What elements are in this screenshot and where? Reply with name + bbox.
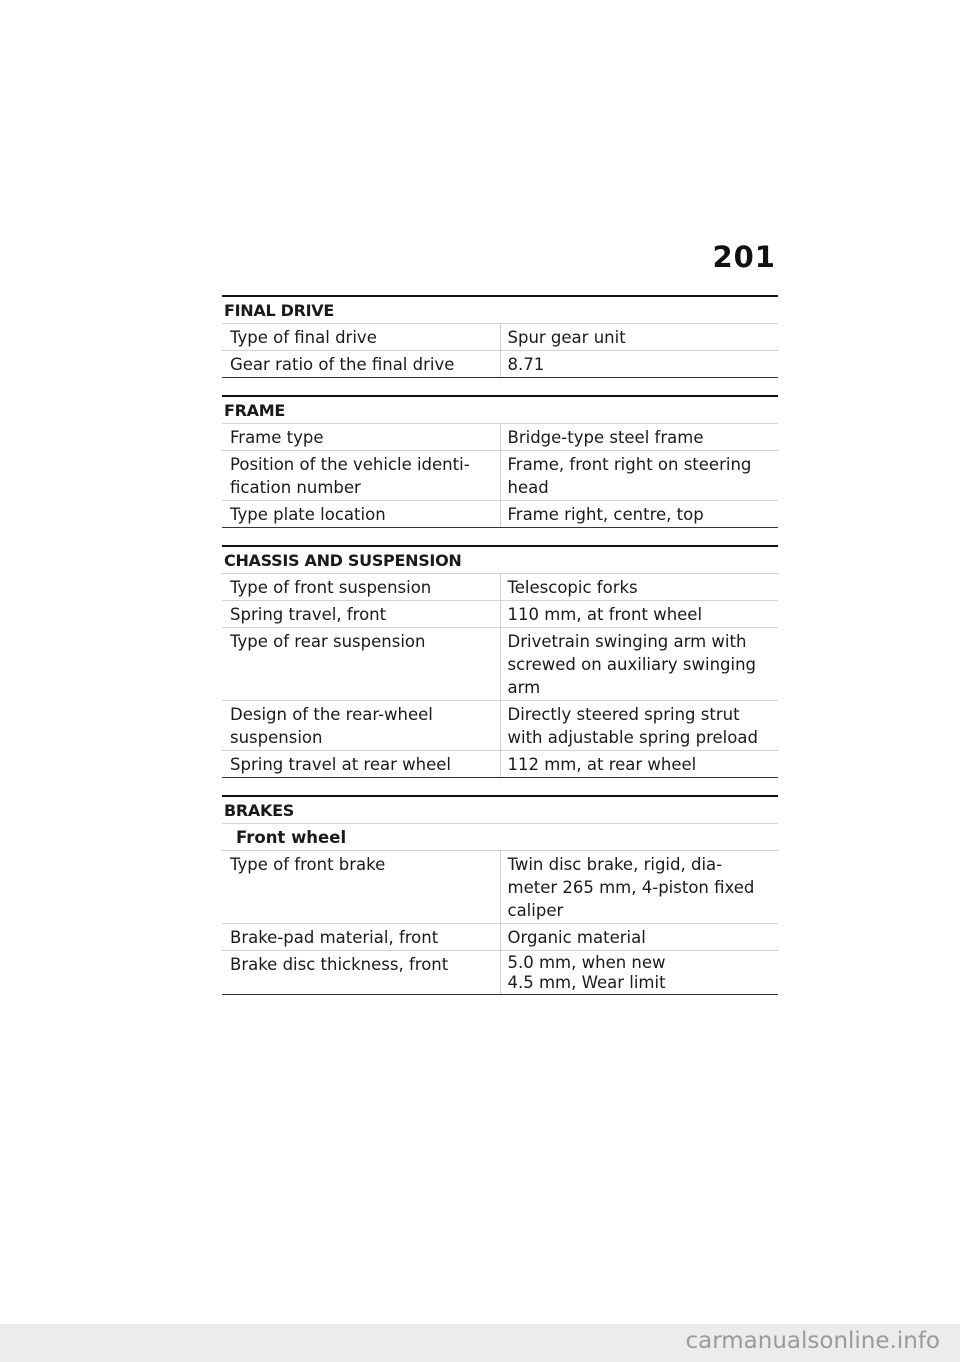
spec-value-line: with adjustable spring preload (507, 728, 758, 747)
spec-label: Type plate location (222, 501, 500, 528)
spec-value: Frame right, centre, top (500, 501, 778, 528)
spec-label: Type of rear suspension (222, 628, 500, 701)
spec-value: Telescopic forks (500, 574, 778, 601)
table-row (222, 924, 778, 951)
table-row (222, 574, 778, 601)
table-row (222, 701, 778, 751)
spec-label: Gear ratio of the final drive (222, 351, 500, 378)
section-title: FINAL DRIVE (222, 295, 778, 323)
spec-value-line: caliper (507, 901, 564, 920)
spec-label (222, 451, 500, 501)
table-row (222, 951, 778, 995)
spec-value (500, 951, 778, 995)
spec-table (222, 823, 778, 995)
section-frame (222, 395, 778, 528)
footer-bar (0, 1324, 960, 1362)
spec-value-line: arm (507, 678, 541, 697)
table-row (222, 751, 778, 778)
spec-value-line: Frame, front right on steering (507, 455, 752, 474)
spec-label-line: suspension (230, 728, 323, 747)
spec-value-line: Drivetrain swinging arm with (507, 632, 747, 651)
table-row (222, 601, 778, 628)
spec-value-line: screwed on auxiliary swinging (507, 655, 757, 674)
section-brakes (222, 795, 778, 995)
spec-value-line: 5.0 mm, when new (507, 953, 666, 972)
spec-table (222, 323, 778, 378)
watermark: carmanualsonline.info (685, 1328, 940, 1354)
spec-subheading: Front wheel (222, 824, 778, 851)
spec-label: Type of front suspension (222, 574, 500, 601)
table-row (222, 424, 778, 451)
table-subheading-row (222, 824, 778, 851)
spec-table (222, 573, 778, 778)
table-row (222, 501, 778, 528)
section-title: FRAME (222, 395, 778, 423)
spec-label: Brake disc thickness, front (222, 951, 500, 995)
spec-label-line: fication number (230, 478, 361, 497)
spec-value: 112 mm, at rear wheel (500, 751, 778, 778)
section-title: BRAKES (222, 795, 778, 823)
spec-value: 110 mm, at front wheel (500, 601, 778, 628)
table-row (222, 628, 778, 701)
section-title: CHASSIS AND SUSPENSION (222, 545, 778, 573)
spec-label: Spring travel, front (222, 601, 500, 628)
spec-value (500, 628, 778, 701)
spec-label: Brake-pad material, front (222, 924, 500, 951)
spec-value: 8.71 (500, 351, 778, 378)
section-chassis (222, 545, 778, 778)
spec-label: Spring travel at rear wheel (222, 751, 500, 778)
spec-table (222, 423, 778, 528)
spec-label: Frame type (222, 424, 500, 451)
page-number: 201 (712, 240, 776, 274)
spec-value-line: meter 265 mm, 4-piston fixed (507, 878, 755, 897)
table-row (222, 351, 778, 378)
spec-value (500, 451, 778, 501)
table-row (222, 851, 778, 924)
spec-value: Organic material (500, 924, 778, 951)
spec-value-line: 4.5 mm, Wear limit (507, 973, 666, 992)
spec-value: Bridge-type steel frame (500, 424, 778, 451)
section-final-drive (222, 295, 778, 378)
spec-value-line: Twin disc brake, rigid, dia- (507, 855, 723, 874)
spec-label (222, 701, 500, 751)
spec-content (222, 295, 778, 1012)
spec-value (500, 701, 778, 751)
table-row (222, 324, 778, 351)
spec-label: Type of final drive (222, 324, 500, 351)
spec-value: Spur gear unit (500, 324, 778, 351)
spec-label-line: Position of the vehicle identi- (230, 455, 470, 474)
spec-value-line: head (507, 478, 549, 497)
spec-label-line: Design of the rear-wheel (230, 705, 433, 724)
spec-label: Type of front brake (222, 851, 500, 924)
spec-value-line: Directly steered spring strut (507, 705, 740, 724)
table-row (222, 451, 778, 501)
spec-value (500, 851, 778, 924)
